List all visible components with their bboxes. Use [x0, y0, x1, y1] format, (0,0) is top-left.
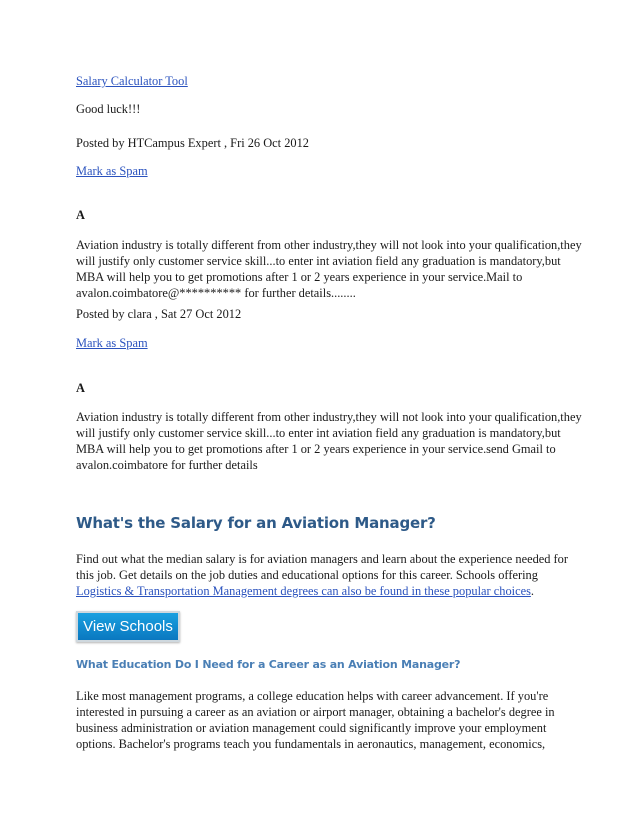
salary-calculator-link[interactable]: Salary Calculator Tool	[76, 74, 188, 88]
good-luck-text: Good luck!!!	[76, 102, 141, 116]
posted-by-clara: Posted by clara , Sat 27 Oct 2012	[76, 307, 242, 321]
answer-label: A	[76, 381, 85, 395]
intro-end: .	[530, 584, 535, 598]
education-subheading: What Education Do I Need for a Career as an Aviation Manager?	[76, 658, 461, 671]
mark-as-spam-link[interactable]: Mark as Spam	[76, 164, 148, 178]
intro-text: Find out what the median salary is for aviation managers and learn about the experience needed for this job. Get details on the job duties and educational options for this career. Schools offering	[76, 552, 569, 582]
article-intro	[76, 551, 586, 599]
view-schools-button[interactable]: View Schools	[76, 611, 180, 642]
posted-by-expert: Posted by HTCampus Expert , Fri 26 Oct 2012	[76, 136, 309, 150]
mark-as-spam-link[interactable]: Mark as Spam	[76, 336, 148, 350]
article-heading: What's the Salary for an Aviation Manager?	[76, 514, 436, 532]
answer-body: Aviation industry is totally different from other industry,they will not look into your qualification,they will justify only customer service skill...to enter int aviation field any graduation is mandatory,but MBA will help you to get promotions after 1 or 2 years experience in your service.send Gmail to avalon.coimbatore for further details	[76, 410, 582, 472]
logistics-degrees-link[interactable]: Logistics & Transportation Management degrees can also be found in these popular choices	[76, 584, 531, 598]
education-paragraph: Like most management programs, a college education helps with career advancement. If you're interested in pursuing a career as an aviation or airport manager, obtaining a bachelor's degree in business administration or aviation management could significantly improve your employment options. Bachelor's programs teach you fundamentals in aeronautics, management, economics,	[76, 689, 555, 751]
answer-label: A	[76, 208, 85, 222]
answer-body: Aviation industry is totally different from other industry,they will not look into your qualification,they will justify only customer service skill...to enter int aviation field any graduation is mandatory,but MBA will help you to get promotions after 1 or 2 years experience in your service.Mail to avalon.coimbatore@********** for further details........	[76, 238, 582, 300]
